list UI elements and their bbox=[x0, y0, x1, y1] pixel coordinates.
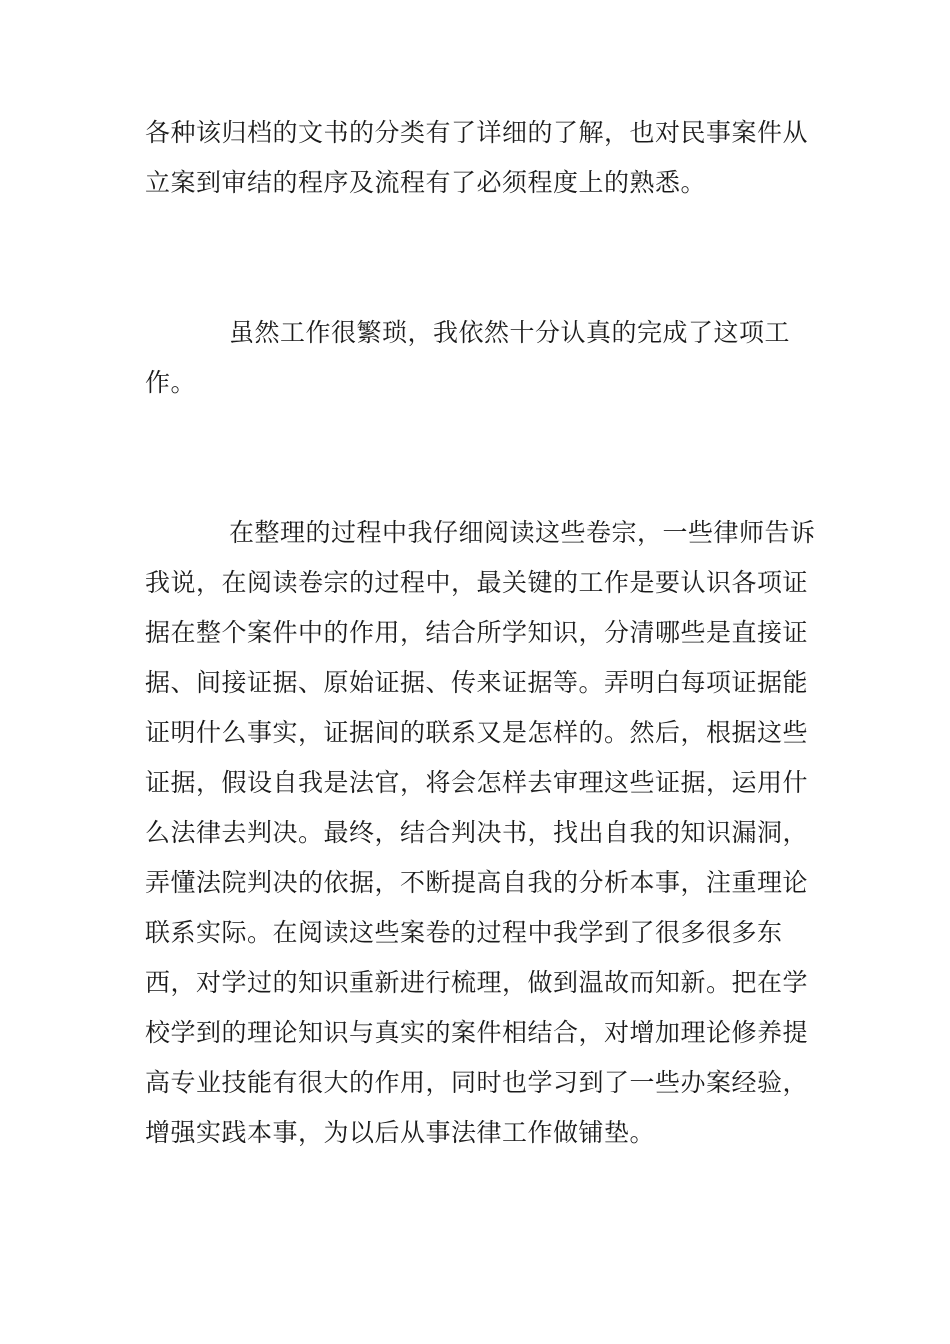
paragraph-3-line-4: 据、间接证据、原始证据、传来证据等。弄明白每项证据能 bbox=[145, 668, 809, 697]
paragraph-3-line-6: 证据，假设自我是法官，将会怎样去审理这些证据，运用什 bbox=[145, 768, 809, 797]
paragraph-3-line-11: 校学到的理论知识与真实的案件相结合，对增加理论修养提 bbox=[145, 1018, 809, 1047]
paragraph-3-line-3: 据在整个案件中的作用，结合所学知识，分清哪些是直接证 bbox=[145, 618, 809, 647]
paragraph-3-line-10: 西，对学过的知识重新进行梳理，做到温故而知新。把在学 bbox=[145, 968, 809, 997]
paragraph-1-line-2: 立案到审结的程序及流程有了必须程度上的熟悉。 bbox=[145, 168, 707, 197]
paragraph-1-line-1: 各种该归档的文书的分类有了详细的了解，也对民事案件从 bbox=[145, 118, 809, 147]
paragraph-2-line-1: 虽然工作很繁琐，我依然十分认真的完成了这项工 bbox=[229, 318, 791, 347]
paragraph-3-line-5: 证明什么事实，证据间的联系又是怎样的。然后，根据这些 bbox=[145, 718, 809, 747]
paragraph-3-line-1: 在整理的过程中我仔细阅读这些卷宗，一些律师告诉 bbox=[229, 518, 816, 547]
paragraph-3-line-2: 我说，在阅读卷宗的过程中，最关键的工作是要认识各项证 bbox=[145, 568, 809, 597]
paragraph-2-line-2: 作。 bbox=[145, 368, 197, 397]
paragraph-3-line-8: 弄懂法院判决的依据，不断提高自我的分析本事，注重理论 bbox=[145, 868, 809, 897]
paragraph-3-line-12: 高专业技能有很大的作用，同时也学习到了一些办案经验， bbox=[145, 1068, 809, 1097]
paragraph-3-line-13: 增强实践本事，为以后从事法律工作做铺垫。 bbox=[145, 1118, 656, 1147]
paragraph-3-line-7: 么法律去判决。最终，结合判决书，找出自我的知识漏洞， bbox=[145, 818, 809, 847]
paragraph-3-line-9: 联系实际。在阅读这些案卷的过程中我学到了很多很多东 bbox=[145, 918, 783, 947]
